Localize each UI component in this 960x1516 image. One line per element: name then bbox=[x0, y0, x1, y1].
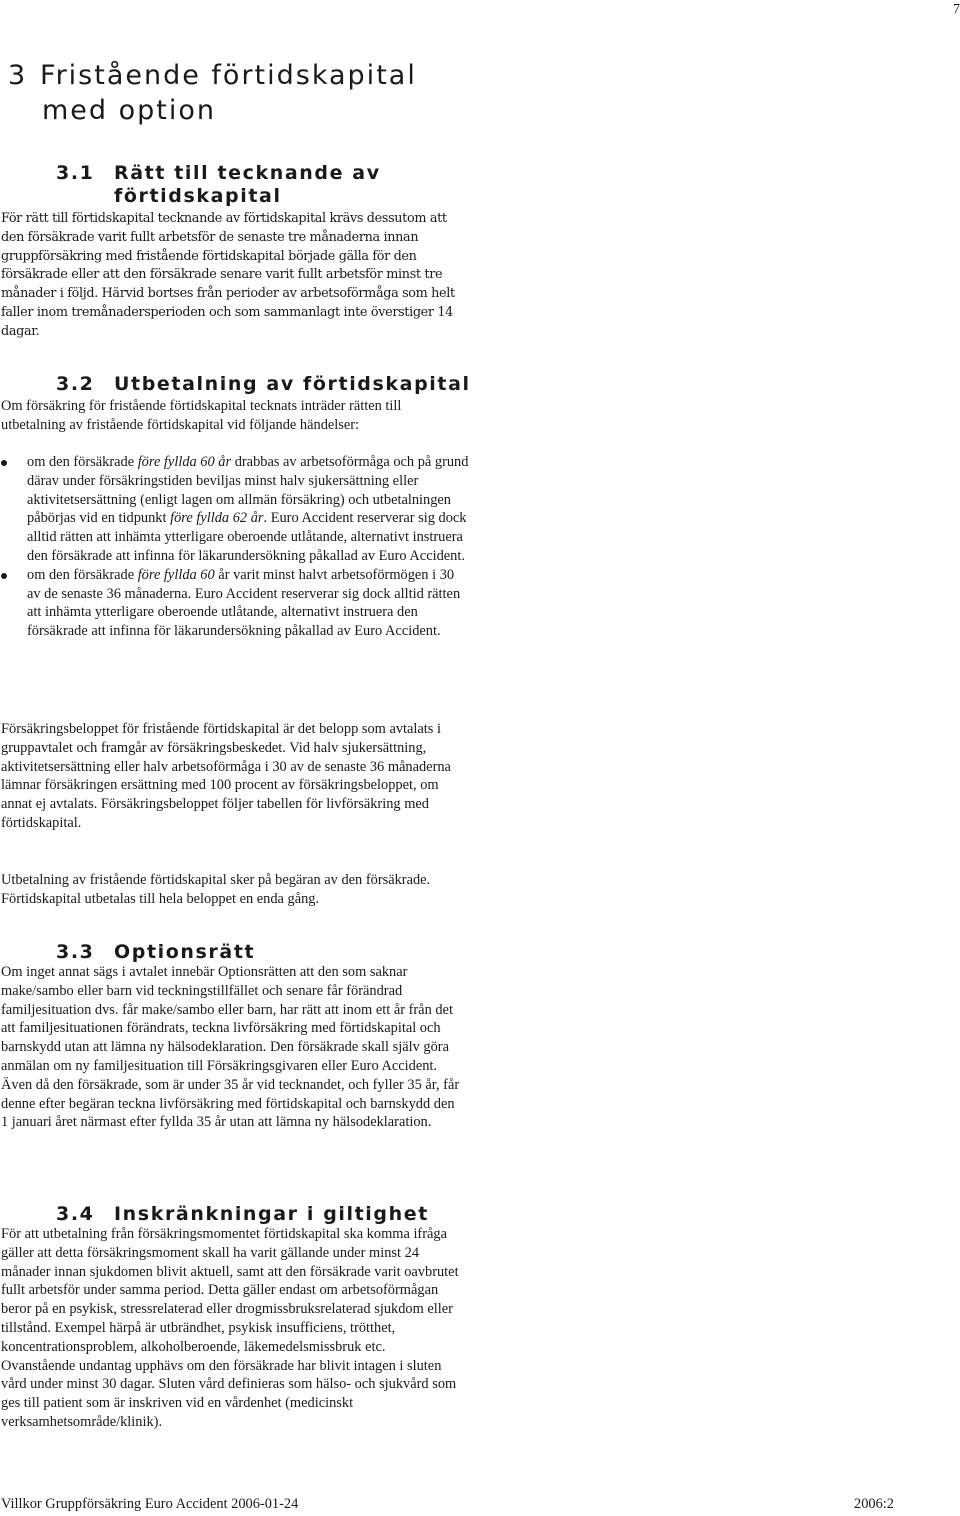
chapter-title-line2: med option bbox=[42, 95, 217, 126]
section-3-4-paragraph: För att utbetalning från försäkringsmomentet förtidskapital ska komma ifråga gäller att detta försäkringsmoment skall ha varit gällande under minst 24 månader innan sjukdomen blivit aktuell, samt att den försäkrade varit oavbrutet fullt arbetsför under samma period. Detta gäller endast om arbetsoförmågan beror på en psykisk, stressrelaterad eller drogmissbruksrelaterad sjukdom eller tillstånd. Exempel härpå är utbrändhet, psykisk insufficiens, trötthet, koncentrationsproblem, alkoholberoende, läkemedelsmissbruk etc. Ovanstående undantag upphävs om den försäkrade har blivit intagen i sluten vård under minst 30 dagar. Sluten vård definieras som hälso- och sjukvård som ges till patient som är inskriven vid en vårdenhet (medicinskt verksamhetsområde/klinik). bbox=[1, 1226, 459, 1430]
section-title: Inskränkningar i giltighet bbox=[114, 1203, 429, 1225]
list-item-emphasis: före fyllda 62 år bbox=[170, 510, 264, 527]
chapter-heading bbox=[8, 58, 417, 128]
section-3-2-intro: Om försäkring för fristående förtidskapital tecknats inträder rätten till utbetalning av fristående förtidskapital vid följande händelser: bbox=[1, 398, 402, 433]
section-title-line1: Rätt till tecknande av bbox=[114, 162, 381, 184]
section-3-2-paragraph-2: Utbetalning av fristående förtidskapital sker på begäran av den försäkrade. Förtidskapital utbetalas till hela beloppet en enda gång. bbox=[1, 872, 431, 907]
section-3-1-paragraph: För rätt till förtidskapital tecknande av förtidskapital krävs dessutom att den försäkrade varit fullt arbetsför de senaste tre månaderna innan gruppförsäkring med fristående förtidskapital började gälla för den försäkrade eller att den försäkrade senare varit fullt arbetsför minst tre månader i följd. Härvid bortses från perioder av arbetsoförmåga som helt faller inom tremånadersperioden och som sammanlagt inte överstiger 14 dagar. bbox=[1, 211, 455, 339]
chapter-title-line1: Fristående förtidskapital bbox=[40, 60, 417, 91]
section-title-line2: förtidskapital bbox=[114, 185, 282, 207]
footer-version: 2006:2 bbox=[854, 1496, 894, 1512]
list-item bbox=[0, 453, 470, 566]
section-title: Optionsrätt bbox=[114, 941, 256, 963]
section-3-2-paragraph-1: Försäkringsbeloppet för fristående förtidskapital är det belopp som avtalats i gruppavtalet och framgår av försäkringsbeskedet. Vid halv sjukersättning, aktivitetsersättning eller halv arbetsoförmåga i 30 av de senaste 36 månaderna lämnar försäkringen ersättning med 100 procent av försäkringsbeloppet, om annat ej avtalats. Försäkringsbeloppet följer tabellen för livförsäkring med förtidskapital. bbox=[1, 721, 451, 831]
list-item-text: . Euro Accident reserverar sig dock alltid rätten att inhämta ytterligare oberoende utlåtande, alternativt instruera den försäkrade att infinna för läkarundersökning påkallad av Euro Accident. bbox=[27, 510, 467, 564]
section-heading-3-2 bbox=[56, 373, 471, 396]
section-number: 3.3 bbox=[56, 941, 95, 963]
section-heading-3-1 bbox=[56, 162, 381, 208]
payout-conditions-list bbox=[0, 453, 470, 641]
section-number: 3.1 bbox=[56, 162, 95, 184]
section-heading-3-3 bbox=[56, 941, 255, 964]
bullet-icon bbox=[1, 573, 7, 579]
section-heading-3-4 bbox=[56, 1203, 429, 1226]
section-number: 3.2 bbox=[56, 373, 95, 395]
section-title: Utbetalning av förtidskapital bbox=[114, 373, 471, 395]
section-number: 3.4 bbox=[56, 1203, 95, 1225]
page-number: 7 bbox=[953, 2, 960, 17]
section-3-3-paragraph: Om inget annat sägs i avtalet innebär Optionsrätten att den som saknar make/sambo eller barn vid teckningstillfället och senare får förändrad familjesituation dvs. får make/sambo eller barn, har rätt att inom ett år från det att familjesituationen förändrats, teckna livförsäkring med förtidskapital och barnskydd utan att lämna ny hälsodeklaration. Den försäkrade skall själv göra anmälan om ny familjesituation till Försäkringsgivaren eller Euro Accident. Även då den försäkrade, som är under 35 år vid tecknandet, och fyller 35 år, får denne efter begäran teckna livförsäkring med förtidskapital och barnskydd den 1 januari året närmast efter fyllda 35 år utan att lämna ny hälsodeklaration. bbox=[1, 964, 460, 1131]
list-item-text: om den försäkrade bbox=[27, 566, 138, 583]
list-item-emphasis: före fyllda 60 bbox=[137, 566, 215, 583]
chapter-number: 3 bbox=[8, 60, 28, 91]
footer-document-title: Villkor Gruppförsäkring Euro Accident 2006-01-24 bbox=[1, 1496, 299, 1512]
list-item-text: om den försäkrade bbox=[27, 454, 138, 470]
list-item-text: år varit minst halvt arbetsoförmögen i 30 av de senaste 36 månaderna. Euro Accident reserverar sig dock alltid rätten att inhämta ytterligare oberoende utlåtande, alternativt instruera den försäkrade att infinna för läkarundersökning påkallad av Euro Accident. bbox=[27, 566, 461, 640]
bullet-icon bbox=[1, 460, 7, 466]
list-item-emphasis: före fyllda 60 år bbox=[137, 454, 232, 470]
list-item-text: drabbas av arbetsoförmåga och på grund därav under försäkringstiden beviljas minst halv sjukersättning eller aktivitetsersättning (enligt lagen om allmän försäkring) och utbetalningen påbörjas vid en tidpunkt bbox=[27, 454, 469, 527]
list-item bbox=[0, 566, 470, 641]
